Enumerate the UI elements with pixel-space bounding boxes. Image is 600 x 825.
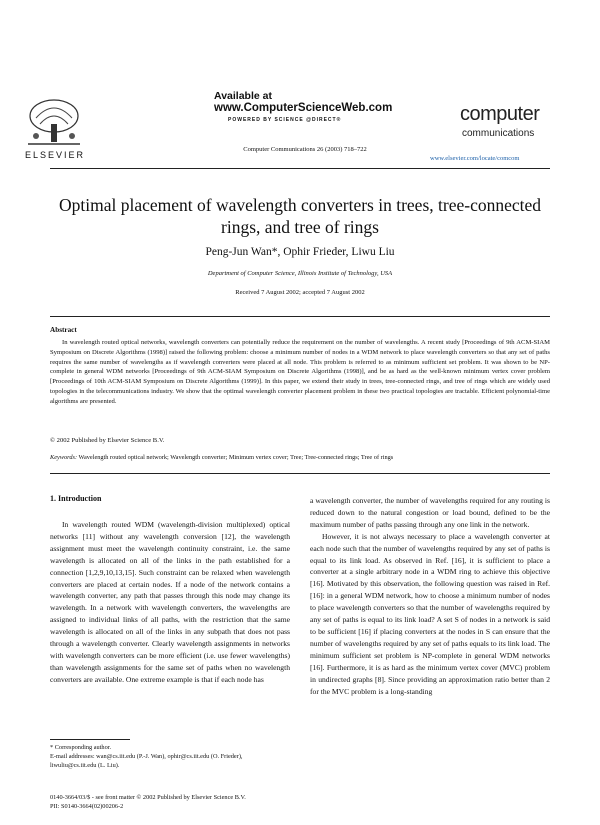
available-at-line: Available at <box>214 90 272 102</box>
received-dates: Received 7 August 2002; accepted 7 August 2002 <box>235 289 365 296</box>
keywords-label: Keywords: <box>50 454 78 461</box>
issn-line: 0140-3664/03/$ - see front matter © 2002 Published by Elsevier Science B.V. <box>50 794 246 801</box>
intro-right-paragraph-1: a wavelength converter, the number of wavelengths required for any routing is reduced down to the natural congestion or load bound, defined to be the maximum number of paths passing through any one link in the network. <box>310 496 550 529</box>
intro-column-left: In wavelength routed WDM (wavelength-division multiplexed) optical networks [11] without any wavelength conversion [12], the wavelength assignment must meet the wavelength continuity constraint, i.e. the same wavelength is allocated on all of the links in the path established for a connection [1,2,9,10,13,15]. Such constraint can be relaxed when wavelength converters are placed at certain nodes. If a node of the network contains a wavelength converter, any path that passes through this node may change its wavelength. In a network with wavelength converters, the wavelengths are assigned to individual links of all paths, with the restriction that the same wavelength is allocated on all of the links in any subpath that does not pass through a wavelength converter. Clearly wavelength assignments in networks with wavelength converters can be more efficient (i.e. use fewer wavelengths) than wavelength assignments for the same set of paths when no wavelength converters are available. One extreme example is that if each node has <box>50 520 290 684</box>
page-footer <box>50 793 246 812</box>
journal-brand-computer: computer <box>460 103 540 125</box>
author-affiliation: Department of Computer Science, Illinois Institute of Technology, USA <box>207 270 393 277</box>
journal-citation: Computer Communications 26 (2003) 718–722 <box>243 146 367 153</box>
footnote <box>50 743 290 771</box>
article-authors: Peng-Jun Wan*, Ophir Frieder, Liwu Liu <box>205 246 395 258</box>
footnote-rule <box>50 739 130 740</box>
computer-science-web-link[interactable]: www.ComputerScienceWeb.com <box>214 102 393 114</box>
article-title: Optimal placement of wavelength converters in trees, tree-connected rings, and tree of rings <box>58 195 541 237</box>
abstract-heading: Abstract <box>50 326 77 334</box>
section-heading-introduction: 1. Introduction <box>50 494 102 503</box>
pii-line: PII: S0140-3664(02)00206-2 <box>50 803 124 811</box>
author-emails: E-mail addresses: wan@cs.iit.edu (P.-J. Wan), ophir@cs.iit.edu (O. Frieder), liwuliu@cs.iit.edu (L. Liu). <box>50 753 243 770</box>
abstract-top-rule <box>50 316 550 317</box>
journal-url-link[interactable]: www.elsevier.com/locate/comcom <box>430 155 520 162</box>
header-rule <box>50 168 550 169</box>
corresponding-author-note: * Corresponding author. <box>50 744 112 751</box>
journal-brand-communications: communications <box>462 128 535 139</box>
elsevier-wordmark: ELSEVIER <box>24 150 86 160</box>
abstract-text: In wavelength routed optical networks, wavelength converters can potentially reduce the requirement on the number of wavelengths. A recent study [Proceedings of 9th ACM-SIAM Symposium on Discrete Algorithms (1998)] raised the following problem: choose a minimum number of nodes in a WDM network to place wavelength converters so that any set of paths requires the same number of wavelengths as if wavelength converters were placed at all node. This problem is referred to as minimum sufficient set problem. It was shown to be NP-complete in general WDM networks [Proceedings of 9th ACM-SIAM Symposium on Discrete Algorithms (1998)], and be as hard as the well-known minimum vertex cover problem [Proceedings of 10th ACM-SIAM Symposium on Discrete Algorithms (1999)]. In this paper, we extend their study in trees, tree-connected rings, and tree of rings which are widely used topologies in the telecommunications industry. We show that the optimal wavelength converter placement problem in these two practical topologies are tractable. Efficient polynomial-time algorithms are presented. <box>50 339 550 405</box>
abstract-copyright: © 2002 Published by Elsevier Science B.V. <box>50 437 165 444</box>
keywords-line <box>50 454 550 461</box>
powered-by-science-direct: POWERED BY SCIENCE @DIRECT® <box>228 117 342 123</box>
keywords-list: Wavelength routed optical network; Wavelength converter; Minimum vertex cover; Tree; Tree-connected rings; Tree of rings <box>78 454 394 461</box>
intro-column-right <box>310 495 550 697</box>
abstract-bottom-rule <box>50 473 550 474</box>
elsevier-tree-logo-icon <box>22 96 86 150</box>
intro-right-paragraph-2: However, it is not always necessary to place a wavelength converter at each node such that the number of wavelengths required by any set of paths is equal to its link load. As observed in Ref. [16], it is sufficient to place a converter at a single arbitrary node in a WDM ring to achieve this objective [16]. Motivated by this observation, the following question was raised in Ref. [16]: in a general WDM network, how to choose a minimum number of nodes to place wavelength converters so that the number of wavelengths required by any set of paths is equal to its link load? A set S of nodes in a network is said to be sufficient [16] if placing converters at the nodes in S can ensure that the number of wavelengths required by any set of paths equals to its link load. The minimum sufficient set problem is NP-complete in general WDM networks [16]. Furthermore, it is as hard as the minimum vertex cover (MVC) problem in undirected graphs [8]. Since providing an approximation ratio better than 2 for the MVC problem is a long-standing <box>310 531 550 696</box>
